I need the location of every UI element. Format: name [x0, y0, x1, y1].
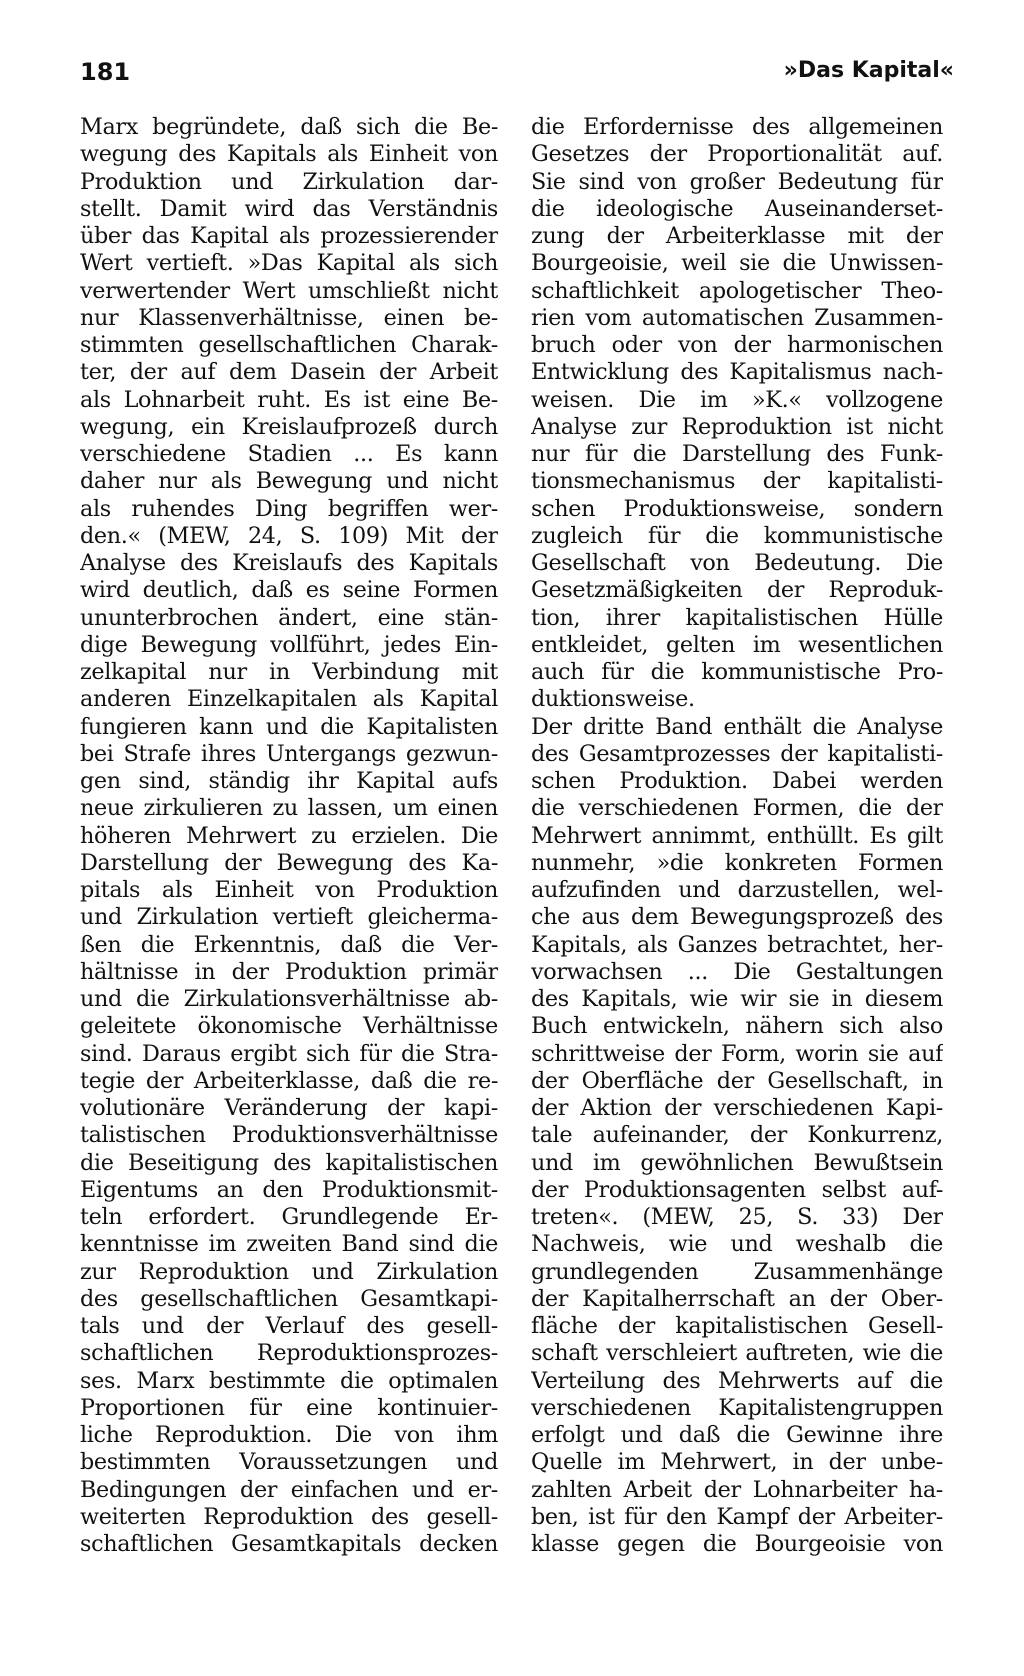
- text-line: sind. Daraus ergibt sich für die Stra-: [80, 1040, 498, 1067]
- text-line: als ruhendes Ding begriffen wer-: [80, 495, 498, 522]
- text-line: ter, der auf dem Dasein der Arbeit: [80, 359, 498, 386]
- text-line: Gesellschaft von Bedeutung. Die: [531, 550, 943, 576]
- text-line: auch für die kommunistische Pro-: [531, 659, 943, 685]
- text-line: geleitete ökonomische Verhältnisse: [80, 1013, 498, 1040]
- text-line: schaftlichen Reproduktionsprozes-: [80, 1340, 498, 1367]
- text-line: fungieren kann und die Kapitalisten: [80, 713, 498, 740]
- text-line: des Kapitals, wie wir sie in diesem: [531, 986, 943, 1012]
- text-line: wegung des Kapitals als Einheit von: [80, 141, 498, 168]
- text-line: volutionäre Veränderung der kapi-: [80, 1095, 498, 1121]
- text-line: die verschiedenen Formen, die der: [531, 795, 943, 822]
- page-header: [0, 58, 1024, 94]
- text-line: Entwicklung des Kapitalismus nach-: [531, 359, 943, 386]
- text-line: Der dritte Band enthält die Analyse: [531, 713, 943, 740]
- text-line: Eigentums an den Produktionsmit-: [80, 1176, 498, 1203]
- text-line: bruch oder von der harmonischen: [531, 332, 943, 358]
- text-line: dige Bewegung vollführt, jedes Ein-: [80, 631, 498, 658]
- text-line: schaft verschleiert auftreten, wie die: [531, 1340, 943, 1367]
- text-line: Marx begründete, daß sich die Be-: [80, 114, 498, 140]
- text-line: ses. Marx bestimmte die optimalen: [80, 1367, 498, 1394]
- text-line: Gesetzmäßigkeiten der Reproduk-: [531, 577, 943, 604]
- text-line: pitals als Einheit von Produktion: [80, 877, 498, 903]
- text-line: tale aufeinander, der Konkurrenz,: [531, 1122, 943, 1149]
- text-line: die Beseitigung des kapitalistischen: [80, 1149, 498, 1176]
- text-line: tion, ihrer kapitalistischen Hülle: [531, 604, 943, 631]
- text-line: stellt. Damit wird das Verständnis: [80, 195, 498, 222]
- text-line: Darstellung der Bewegung des Ka-: [80, 849, 498, 876]
- text-line: als Lohnarbeit ruht. Es ist eine Be-: [80, 386, 498, 413]
- text-line: Mehrwert annimmt, enthüllt. Es gilt: [531, 822, 943, 849]
- text-line: fläche der kapitalistischen Gesell-: [531, 1313, 943, 1339]
- text-line: die ideologische Auseinanderset-: [531, 195, 943, 222]
- text-line: entkleidet, gelten im wesentlichen: [531, 631, 943, 658]
- text-line: Analyse des Kreislaufs des Kapitals: [80, 550, 498, 576]
- page-number: 181: [80, 58, 131, 86]
- text-line: Proportionen für eine kontinuier-: [80, 1394, 498, 1421]
- text-line: schaftlichkeit apologetischer Theo-: [531, 277, 943, 304]
- text-line: der Produktionsagenten selbst auf-: [531, 1176, 943, 1203]
- text-line: nunmehr, »die konkreten Formen: [531, 849, 943, 876]
- text-line: Sie sind von großer Bedeutung für: [531, 168, 943, 195]
- text-line: zung der Arbeiterklasse mit der: [531, 223, 943, 249]
- text-line: Analyse zur Reproduktion ist nicht: [531, 413, 943, 440]
- text-line: zelkapital nur in Verbindung mit: [80, 659, 498, 685]
- text-line: den.« (MEW, 24, S. 109) Mit der: [80, 522, 498, 549]
- text-line: nur für die Darstellung des Funk-: [531, 441, 943, 467]
- text-line: klasse gegen die Bourgeoisie von: [531, 1531, 943, 1557]
- right-text-column: [531, 114, 943, 1558]
- text-line: talistischen Produktionsverhältnisse: [80, 1122, 498, 1149]
- text-line: che aus dem Bewegungsprozeß des: [531, 904, 943, 931]
- text-line: des Gesamtprozesses der kapitalisti-: [531, 740, 943, 767]
- text-line: rien vom automatischen Zusammen-: [531, 304, 943, 331]
- text-line: schen Produktion. Dabei werden: [531, 768, 943, 794]
- text-line: bei Strafe ihres Untergangs gezwun-: [80, 740, 498, 767]
- text-line: der Aktion der verschiedenen Kapi-: [531, 1095, 943, 1121]
- text-line: aufzufinden und darzustellen, wel-: [531, 877, 943, 903]
- text-line: duktionsweise.: [531, 686, 695, 713]
- text-line: kenntnisse im zweiten Band sind die: [80, 1231, 498, 1258]
- text-line: Verteilung des Mehrwerts auf die: [531, 1367, 943, 1394]
- text-line: zur Reproduktion und Zirkulation: [80, 1258, 498, 1285]
- text-line: ben, ist für den Kampf der Arbeiter-: [531, 1503, 943, 1530]
- text-line: ununterbrochen ändert, eine stän-: [80, 604, 498, 631]
- text-line: wird deutlich, daß es seine Formen: [80, 577, 498, 604]
- text-line: grundlegenden Zusammenhänge: [531, 1258, 943, 1285]
- text-line: weisen. Die im »K.« vollzogene: [531, 386, 943, 413]
- text-line: Gesetzes der Proportionalität auf.: [531, 141, 943, 168]
- text-line: schaftlichen Gesamtkapitals decken: [80, 1531, 498, 1557]
- text-line: verschiedenen Kapitalistengruppen: [531, 1394, 943, 1421]
- text-line: neue zirkulieren zu lassen, um einen: [80, 795, 498, 822]
- text-line: stimmten gesellschaftlichen Charak-: [80, 332, 498, 358]
- text-line: zahlten Arbeit der Lohnarbeiter ha-: [531, 1476, 943, 1503]
- text-line: höheren Mehrwert zu erzielen. Die: [80, 822, 498, 849]
- text-line: schen Produktionsweise, sondern: [531, 495, 943, 522]
- text-line: Wert vertieft. »Das Kapital als sich: [80, 250, 498, 277]
- text-line: des gesellschaftlichen Gesamtkapi-: [80, 1285, 498, 1312]
- text-line: liche Reproduktion. Die von ihm: [80, 1422, 498, 1448]
- text-line: weiterten Reproduktion des gesell-: [80, 1503, 498, 1530]
- text-line: anderen Einzelkapitalen als Kapital: [80, 686, 498, 713]
- text-line: nur Klassenverhältnisse, einen be-: [80, 304, 498, 331]
- text-line: tionsmechanismus der kapitalisti-: [531, 468, 943, 495]
- text-line: verwertender Wert umschließt nicht: [80, 277, 498, 304]
- text-line: daher nur als Bewegung und nicht: [80, 468, 498, 495]
- text-line: gen sind, ständig ihr Kapital aufs: [80, 768, 498, 794]
- text-line: und Zirkulation vertieft gleicherma-: [80, 904, 498, 931]
- text-line: und die Zirkulationsverhältnisse ab-: [80, 986, 498, 1012]
- text-line: Quelle im Mehrwert, in der unbe-: [531, 1449, 943, 1476]
- text-line: zugleich für die kommunistische: [531, 522, 943, 549]
- text-line: treten«. (MEW, 25, S. 33) Der: [531, 1204, 943, 1230]
- text-line: bestimmten Voraussetzungen und: [80, 1449, 498, 1476]
- text-line: die Erfordernisse des allgemeinen: [531, 114, 943, 140]
- text-line: teln erfordert. Grundlegende Er-: [80, 1204, 498, 1230]
- text-line: der Oberfläche der Gesellschaft, in: [531, 1067, 943, 1094]
- text-line: vorwachsen ... Die Gestaltungen: [531, 958, 943, 985]
- text-line: schrittweise der Form, worin sie auf: [531, 1040, 943, 1067]
- text-line: Kapitals, als Ganzes betrachtet, her-: [531, 931, 943, 958]
- text-line: Bourgeoisie, weil sie die Unwissen-: [531, 250, 943, 277]
- text-line: tals und der Verlauf des gesell-: [80, 1313, 498, 1339]
- text-line: hältnisse in der Produktion primär: [80, 958, 498, 985]
- text-line: über das Kapital als prozessierender: [80, 223, 498, 249]
- text-line: verschiedene Stadien ... Es kann: [80, 441, 498, 467]
- text-line: Produktion und Zirkulation dar-: [80, 168, 498, 195]
- text-line: Buch entwickeln, nähern sich also: [531, 1013, 943, 1040]
- text-line: Bedingungen der einfachen und er-: [80, 1476, 498, 1503]
- text-line: tegie der Arbeiterklasse, daß die re-: [80, 1067, 498, 1094]
- text-line: wegung, ein Kreislaufprozeß durch: [80, 413, 498, 440]
- text-line: erfolgt und daß die Gewinne ihre: [531, 1422, 943, 1448]
- running-title: »Das Kapital«: [783, 58, 954, 83]
- text-line: und im gewöhnlichen Bewußtsein: [531, 1149, 943, 1176]
- text-line: ßen die Erkenntnis, daß die Ver-: [80, 931, 498, 958]
- text-line: der Kapitalherrschaft an der Ober-: [531, 1285, 943, 1312]
- text-line: Nachweis, wie und weshalb die: [531, 1231, 943, 1258]
- left-text-column: [80, 114, 498, 1558]
